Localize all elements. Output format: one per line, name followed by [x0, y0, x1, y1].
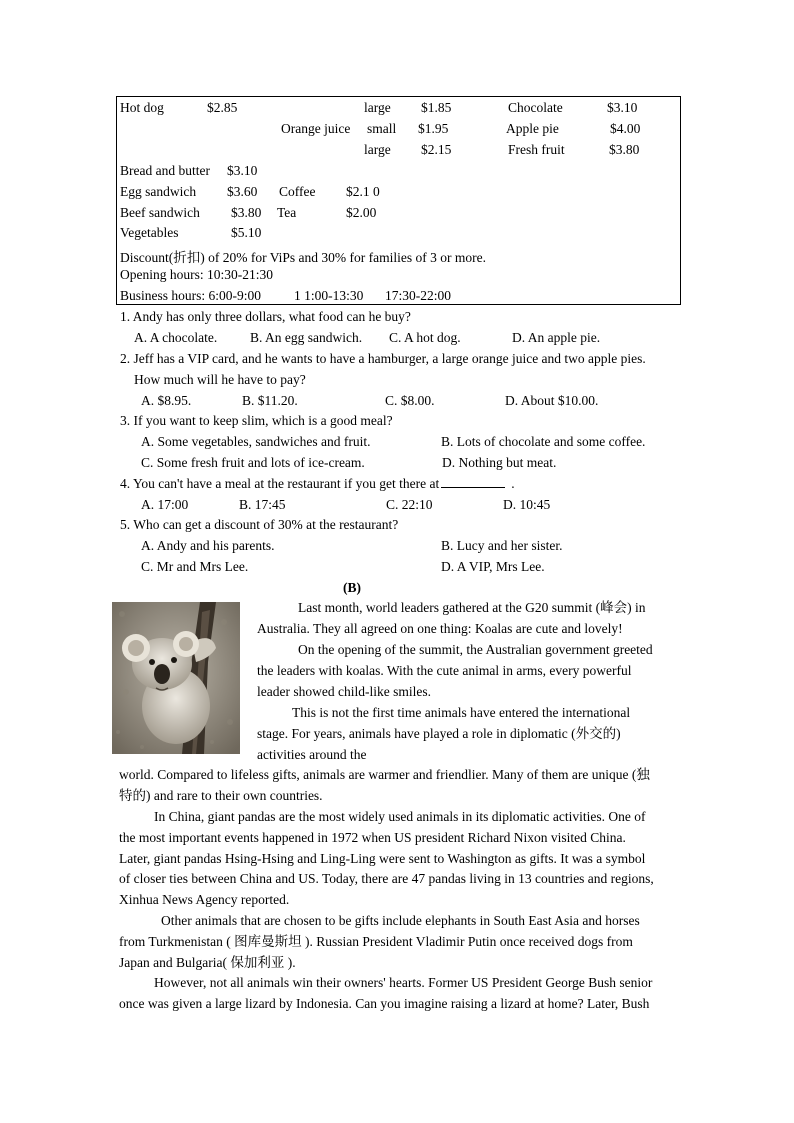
- text-line: However, not all animals win their owners' hearts. Former US President George Bush senior: [154, 975, 653, 990]
- question-3-option-a: A. Some vegetables, sandwiches and fruit.: [141, 434, 371, 449]
- orange-juice-price: $2.15: [421, 142, 452, 157]
- text-line: from Turkmenistan ( 图库曼斯坦 ). Russian President Vladimir Putin once received dogs from: [119, 933, 633, 949]
- question-5-option-c: C. Mr and Mrs Lee.: [141, 559, 249, 574]
- text-line: Xinhua News Agency reported.: [119, 892, 290, 908]
- text-line: the most important events happened in 1972 when US president Richard Nixon visited China.: [119, 829, 626, 845]
- question-4-option-b: B. 17:45: [239, 497, 286, 512]
- orange-juice-price: $1.95: [418, 121, 449, 136]
- menu-item-apple-pie: Apple pie: [506, 121, 559, 136]
- question-5-stem: 5. Who can get a discount of 30% at the restaurant?: [120, 517, 399, 532]
- section-b-heading: (B): [343, 580, 361, 595]
- paragraph-4: [119, 807, 676, 911]
- answer-blank: [441, 476, 505, 488]
- question-1-option-a: A. A chocolate.: [134, 330, 218, 345]
- menu-business-hours: Business hours: 6:00-9:00: [120, 288, 262, 303]
- question-5-option-b: B. Lucy and her sister.: [441, 538, 563, 553]
- question-4-option-c: C. 22:10: [386, 497, 433, 512]
- text-line: of closer ties between China and US. Today, there are 47 pandas living in 13 countries and regions,: [119, 871, 654, 887]
- text-line: Other animals that are chosen to be gifts include elephants in South East Asia and horses: [161, 913, 640, 928]
- text-line: activities around the: [257, 746, 367, 762]
- question-1-option-c: C. A hot dog.: [389, 330, 461, 345]
- menu-business-slot: 1 1:00-13:30: [294, 288, 364, 303]
- menu-item-hot-dog: Hot dog: [120, 100, 164, 115]
- menu-discount: Discount(折扣) of 20% for ViPs and 30% for families of 3 or more.: [120, 250, 486, 265]
- question-2-stem-cont: How much will he have to pay?: [134, 372, 306, 387]
- menu-price-apple-pie: $4.00: [610, 121, 641, 136]
- paragraph-2: [257, 640, 674, 702]
- text-line: once was given a large lizard by Indonesia. Can you imagine raising a lizard at home? Later, Bush: [119, 995, 650, 1011]
- text-line: the leaders with koalas. With the cute animal in arms, every powerful: [257, 662, 632, 678]
- menu-price-fresh-fruit: $3.80: [609, 142, 640, 157]
- question-3-option-d: D. Nothing but meat.: [442, 455, 557, 470]
- question-4-option-a: A. 17:00: [141, 497, 189, 512]
- text-line: Last month, world leaders gathered at the G20 summit (峰会) in: [298, 600, 646, 615]
- question-3-option-b: B. Lots of chocolate and some coffee.: [441, 434, 646, 449]
- text-line: Later, giant pandas Hsing-Hsing and Ling-Ling were sent to Washington as gifts. It was a symbol: [119, 850, 646, 866]
- question-3-option-c: C. Some fresh fruit and lots of ice-cream.: [141, 455, 365, 470]
- text-line: In China, giant pandas are the most widely used animals in its diplomatic activities. One of: [154, 809, 646, 824]
- menu-item-orange-juice: Orange juice: [281, 121, 351, 136]
- paragraph-3-cont: [119, 765, 676, 807]
- question-2-option-a: A. $8.95.: [141, 393, 192, 408]
- menu-opening-hours: Opening hours: 10:30-21:30: [120, 267, 273, 282]
- menu-item-chocolate: Chocolate: [508, 100, 563, 115]
- paragraph-1: [257, 598, 674, 640]
- orange-juice-size: large: [364, 142, 391, 157]
- question-3-stem: 3. If you want to keep slim, which is a good meal?: [120, 413, 393, 428]
- menu-price-hot-dog: $2.85: [207, 100, 238, 115]
- text-line: Australia. They all agreed on one thing: Koalas are cute and lovely!: [257, 620, 623, 636]
- text-line: world. Compared to lifeless gifts, animals are warmer and friendlier. Many of them are unique (独: [119, 767, 650, 782]
- menu-item-egg-sandwich: Egg sandwich: [120, 184, 197, 199]
- text-line: 特的) and rare to their own countries.: [119, 787, 323, 803]
- menu-item-beef-sandwich: Beef sandwich: [120, 205, 200, 220]
- question-1-option-b: B. An egg sandwich.: [250, 330, 363, 345]
- question-5-option-d: D. A VIP, Mrs Lee.: [441, 559, 545, 574]
- text-line: leader showed child-like smiles.: [257, 683, 431, 699]
- menu-item-tea: Tea: [277, 205, 297, 220]
- question-1-stem: 1. Andy has only three dollars, what food can he buy?: [120, 309, 411, 324]
- koala-photo: [112, 602, 240, 754]
- menu-price-egg-sandwich: $3.60: [227, 184, 258, 199]
- orange-juice-size: small: [367, 121, 397, 136]
- text-line: Japan and Bulgaria( 保加利亚 ).: [119, 954, 296, 970]
- menu-price-beef-sandwich: $3.80: [231, 205, 262, 220]
- paragraph-5: [119, 911, 676, 973]
- menu-item-bread: Bread and butter: [120, 163, 210, 178]
- paragraph-3: [257, 703, 674, 765]
- question-2-stem: 2. Jeff has a VIP card, and he wants to have a hamburger, a large orange juice and two apple pies.: [120, 351, 646, 366]
- menu-business-slot: 17:30-22:00: [385, 288, 451, 303]
- question-4-stem: 4. You can't have a meal at the restaurant if you get there at .: [120, 476, 515, 491]
- menu-price-bread: $3.10: [227, 163, 258, 178]
- paragraph-6: [119, 973, 676, 1015]
- text-line: stage. For years, animals have played a role in diplomatic (外交的): [257, 725, 621, 741]
- orange-juice-price: $1.85: [421, 100, 452, 115]
- menu-price-tea: $2.00: [346, 205, 377, 220]
- question-1-option-d: D. An apple pie.: [512, 330, 601, 345]
- question-5-option-a: A. Andy and his parents.: [141, 538, 275, 553]
- question-2-option-d: D. About $10.00.: [505, 393, 599, 408]
- menu-item-coffee: Coffee: [279, 184, 316, 199]
- question-4-option-d: D. 10:45: [503, 497, 551, 512]
- text-line: On the opening of the summit, the Australian government greeted: [298, 642, 653, 657]
- menu-price-chocolate: $3.10: [607, 100, 638, 115]
- menu-item-fresh-fruit: Fresh fruit: [508, 142, 565, 157]
- menu-price-vegetables: $5.10: [231, 225, 262, 240]
- menu-price-coffee: $2.1 0: [346, 184, 380, 199]
- question-2-option-b: B. $11.20.: [242, 393, 298, 408]
- question-2-option-c: C. $8.00.: [385, 393, 435, 408]
- text-line: This is not the first time animals have entered the international: [292, 705, 631, 720]
- menu-item-vegetables: Vegetables: [120, 225, 179, 240]
- orange-juice-size: large: [364, 100, 391, 115]
